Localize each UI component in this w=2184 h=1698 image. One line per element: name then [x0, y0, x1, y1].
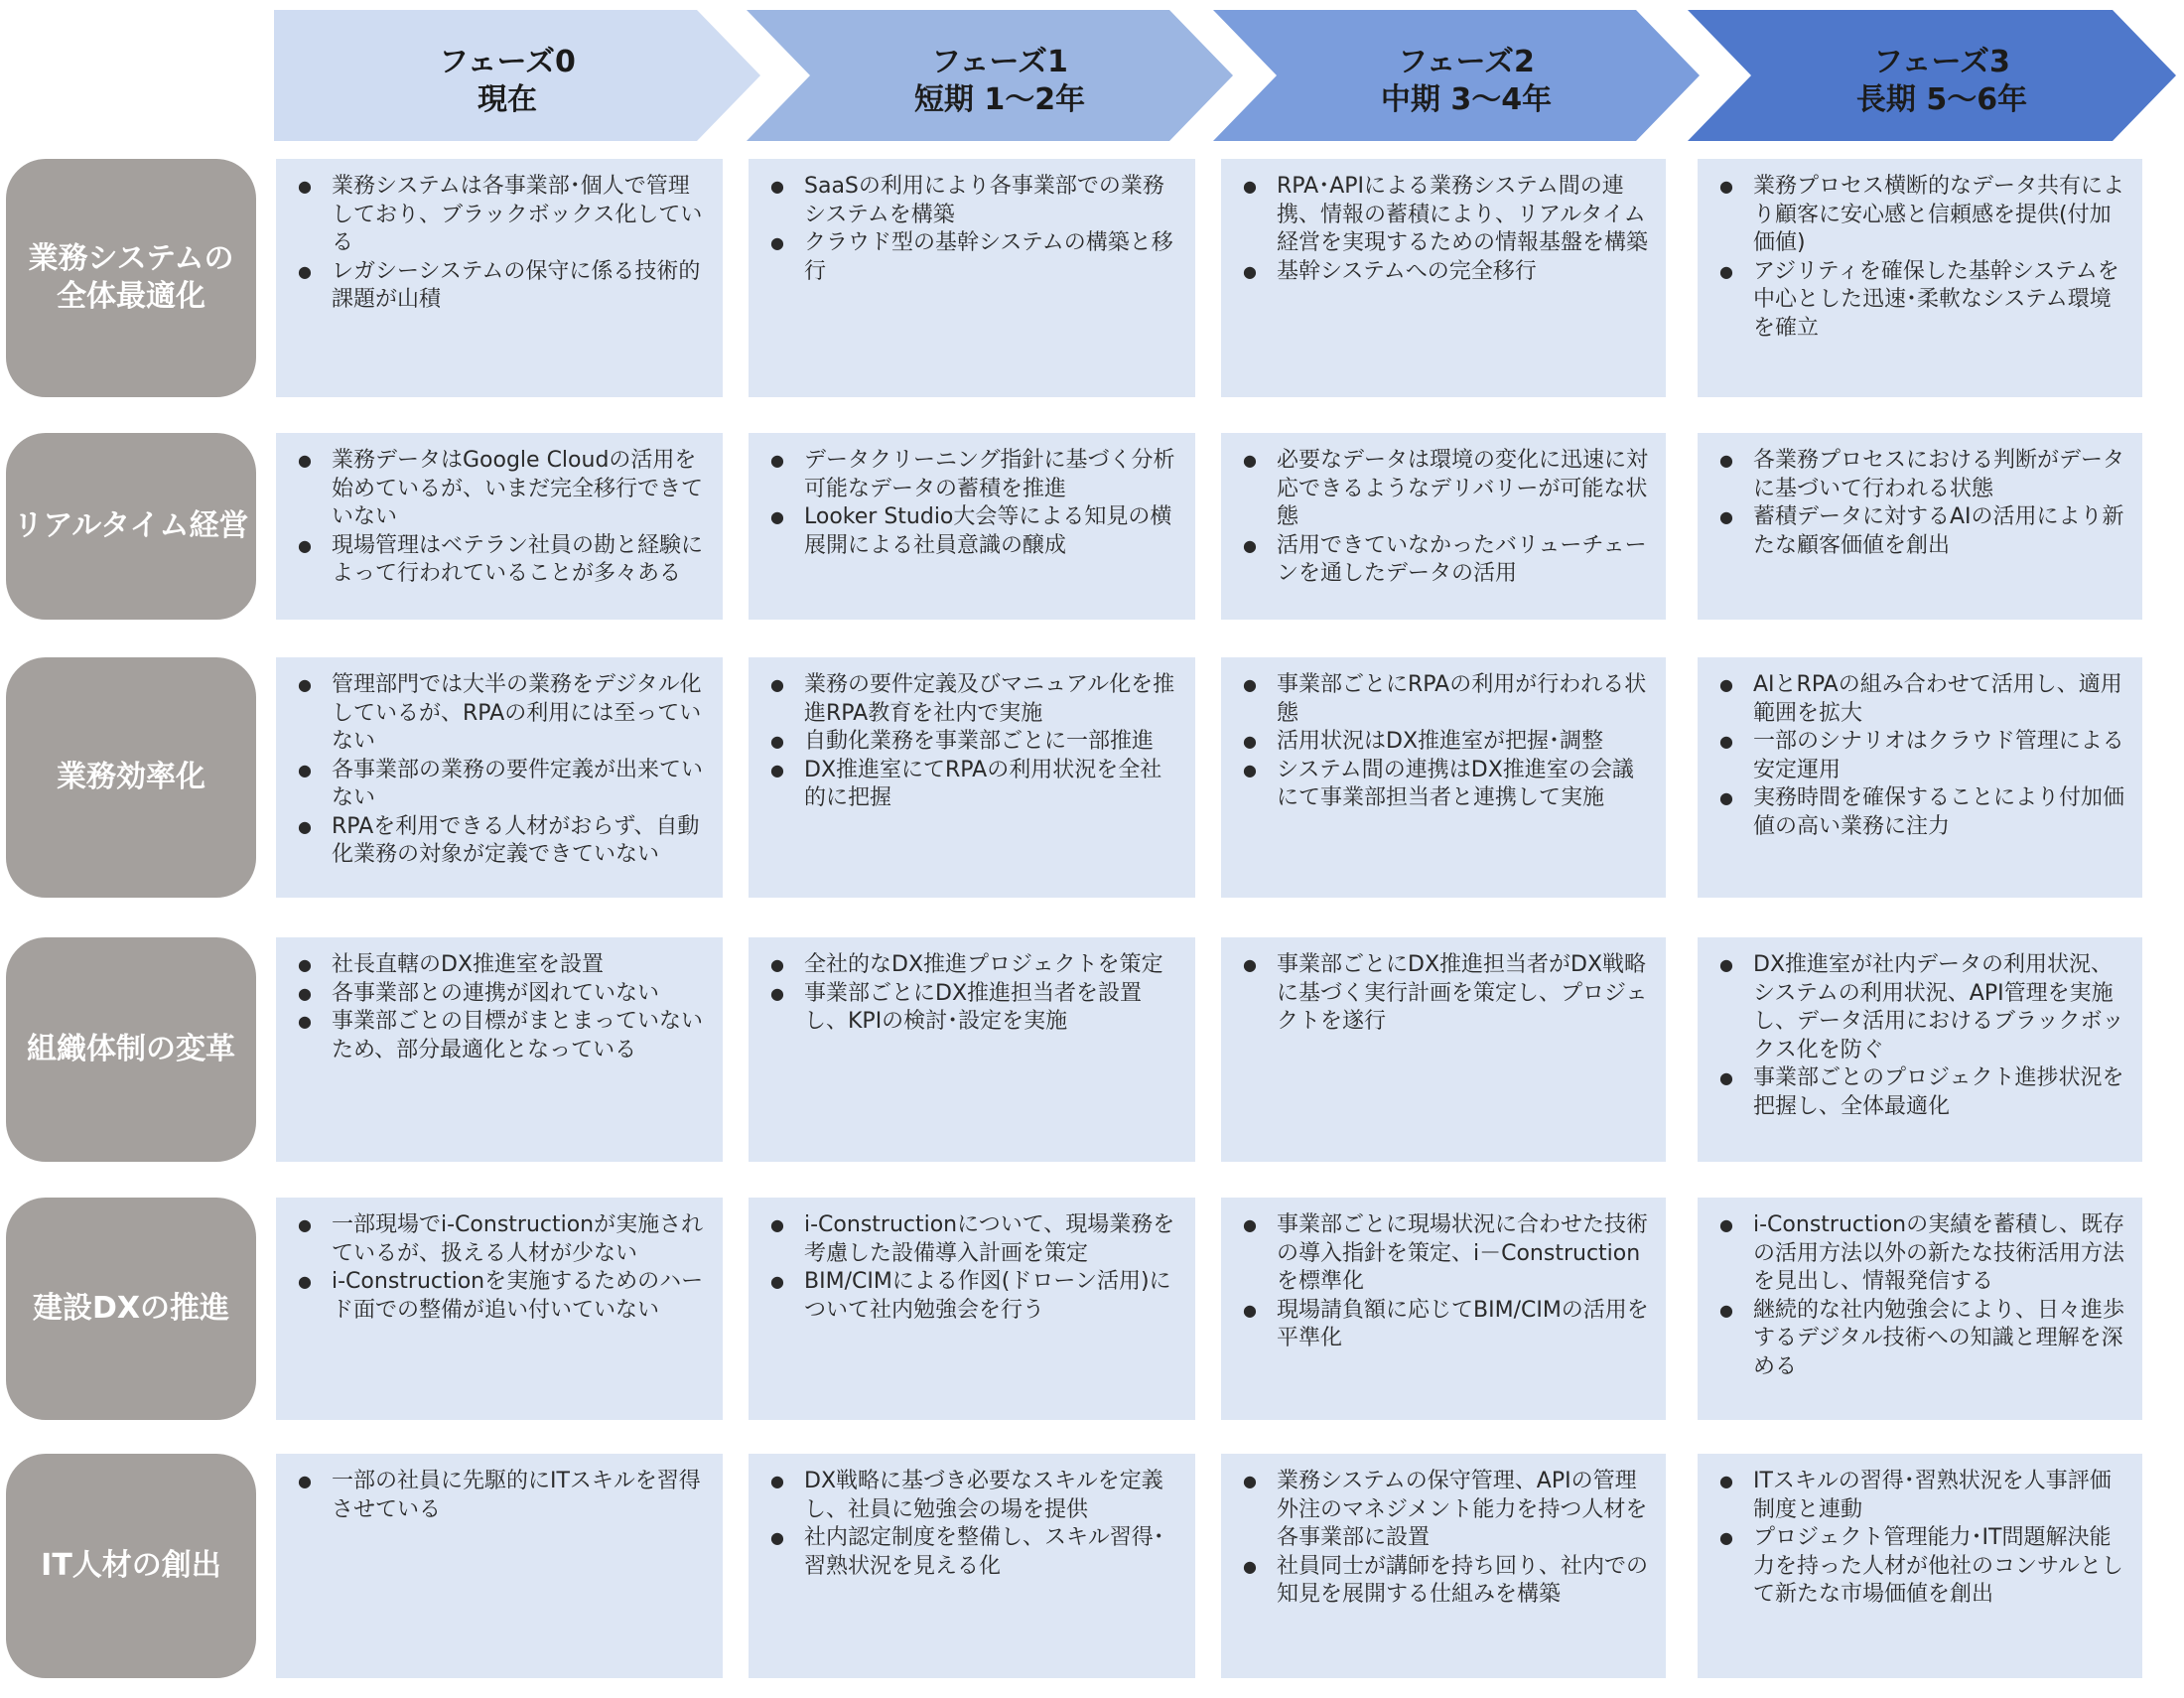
- bullet-item: ● i-Constructionを実施するためのハード面での整備が追い付いていない: [290, 1268, 709, 1325]
- bullet-item: ● データクリーニング指針に基づく分析可能なデータの蓄積を推進: [762, 447, 1181, 503]
- roadmap-cell-r3-c3: [1698, 937, 2142, 1162]
- bullet-list: [1235, 447, 1652, 589]
- roadmap-cell-r1-c3: [1698, 433, 2142, 620]
- bullet-item: ● DX推進室が社内データの利用状況、システムの利用状況、API管理を実施し、データ活用におけるブラックボックス化を防ぐ: [1711, 951, 2128, 1064]
- bullet-list: [762, 1468, 1181, 1581]
- phase-period: 長期 5～6年: [1855, 82, 2028, 117]
- roadmap-cell-r4-c1: [749, 1198, 1195, 1420]
- bullet-list: [1711, 671, 2128, 841]
- bullet-list: [762, 951, 1181, 1037]
- phase-period: 現在: [478, 82, 537, 117]
- bullet-list: [1235, 173, 1652, 286]
- bullet-item: ● 業務システムは各事業部･個人で管理しており、ブラックボックス化している: [290, 173, 709, 258]
- roadmap-cell-r0-c3: [1698, 159, 2142, 397]
- bullet-item: ● 一部現場でi-Constructionが実施されているが、扱える人材が少ない: [290, 1211, 709, 1268]
- roadmap-cell-r2-c0: [276, 657, 723, 898]
- bullet-item: ● 各業務プロセスにおける判断がデータに基づいて行われる状態: [1711, 447, 2128, 503]
- bullet-item: ● 継続的な社内勉強会により、日々進歩するデジタル技術への知識と理解を深める: [1711, 1297, 2128, 1382]
- roadmap-cell-r5-c0: [276, 1454, 723, 1678]
- roadmap-cell-r0-c0: [276, 159, 723, 397]
- bullet-list: [290, 173, 709, 315]
- bullet-item: ● AIとRPAの組み合わせて活用し、適用範囲を拡大: [1711, 671, 2128, 728]
- bullet-item: ● RPA･APIによる業務システム間の連携、情報の蓄積により、リアルタイム経営を実現するための情報基盤を構築: [1235, 173, 1652, 258]
- bullet-item: ● 各事業部の業務の要件定義が出来ていない: [290, 757, 709, 813]
- bullet-item: ● 管理部門では大半の業務をデジタル化しているが、RPAの利用には至っていない: [290, 671, 709, 757]
- bullet-item: ● 蓄積データに対するAIの活用により新たな顧客価値を創出: [1711, 503, 2128, 560]
- bullet-item: ● システム間の連携はDX推進室の会議にて事業部担当者と連携して実施: [1235, 757, 1652, 813]
- roadmap-cell-r3-c2: [1221, 937, 1666, 1162]
- bullet-item: ● SaaSの利用により各事業部での業務システムを構築: [762, 173, 1181, 229]
- roadmap-cell-r5-c1: [749, 1454, 1195, 1678]
- bullet-item: ● 現場管理はベテラン社員の勘と経験によって行われていることが多々ある: [290, 532, 709, 589]
- bullet-item: ● 事業部ごとの目標がまとまっていないため、部分最適化となっている: [290, 1008, 709, 1064]
- bullet-item: ● 業務の要件定義及びマニュアル化を推進RPA教育を社内で実施: [762, 671, 1181, 728]
- roadmap-cell-r0-c2: [1221, 159, 1666, 397]
- bullet-list: [762, 1211, 1181, 1325]
- bullet-item: ● 社員同士が講師を持ち回り、社内での知見を展開する仕組みを構築: [1235, 1553, 1652, 1610]
- bullet-item: ● 活用できていなかったバリューチェーンを通したデータの活用: [1235, 532, 1652, 589]
- bullet-item: ● 必要なデータは環境の変化に迅速に対応できるようなデリバリーが可能な状態: [1235, 447, 1652, 532]
- phase-title: フェーズ1: [931, 45, 1068, 79]
- row-label-text: 業務効率化: [57, 760, 205, 794]
- bullet-list: [290, 1468, 709, 1524]
- bullet-list: [1235, 1468, 1652, 1610]
- bullet-item: ● アジリティを確保した基幹システムを中心とした迅速･柔軟なシステム環境を確立: [1711, 258, 2128, 344]
- bullet-item: ● 事業部ごとにRPAの利用が行われる状態: [1235, 671, 1652, 728]
- row-label-text-2: 全体最適化: [57, 279, 205, 314]
- roadmap-cell-r1-c1: [749, 433, 1195, 620]
- bullet-list: [1235, 951, 1652, 1037]
- bullet-list: [290, 1211, 709, 1325]
- bullet-list: [290, 671, 709, 870]
- bullet-item: ● 各事業部との連携が図れていない: [290, 980, 709, 1009]
- bullet-item: ● 社長直轄のDX推進室を設置: [290, 951, 709, 980]
- bullet-item: ● 社内認定制度を整備し、スキル習得･習熟状況を見える化: [762, 1524, 1181, 1581]
- row-label-5: [6, 1454, 256, 1678]
- bullet-item: ● 業務システムの保守管理、APIの管理外注のマネジメント能力を持つ人材を各事業部に設置: [1235, 1468, 1652, 1553]
- row-label-1: [6, 433, 256, 620]
- row-label-text: 業務システムの: [28, 241, 234, 276]
- bullet-item: ● 活用状況はDX推進室が把握･調整: [1235, 728, 1652, 757]
- bullet-item: ● 事業部ごとのプロジェクト進捗状況を把握し、全体最適化: [1711, 1064, 2128, 1121]
- bullet-item: ● Looker Studio大会等による知見の横展開による社員意識の醸成: [762, 503, 1181, 560]
- bullet-item: ● 一部のシナリオはクラウド管理による安定運用: [1711, 728, 2128, 784]
- bullet-item: ● 一部の社員に先駆的にITスキルを習得させている: [290, 1468, 709, 1524]
- row-label-4: [6, 1198, 256, 1420]
- bullet-item: ● RPAを利用できる人材がおらず、自動化業務の対象が定義できていない: [290, 813, 709, 870]
- bullet-item: ● i-Constructionの実績を蓄積し、既存の活用方法以外の新たな技術活用方法を見出し、情報発信する: [1711, 1211, 2128, 1297]
- roadmap-cell-r3-c0: [276, 937, 723, 1162]
- phase-header-3: [1688, 10, 2176, 141]
- phase-header-2: [1213, 10, 1700, 141]
- row-label-text: 組織体制の変革: [27, 1032, 235, 1066]
- phase-header-1: [747, 10, 1233, 141]
- bullet-item: ● 全社的なDX推進プロジェクトを策定: [762, 951, 1181, 980]
- bullet-list: [762, 447, 1181, 560]
- bullet-item: ● クラウド型の基幹システムの構築と移行: [762, 229, 1181, 286]
- bullet-item: ● i-Constructionについて、現場業務を考慮した設備導入計画を策定: [762, 1211, 1181, 1268]
- bullet-item: ● プロジェクト管理能力･IT問題解決能力を持った人材が他社のコンサルとして新たな市場価値を創出: [1711, 1524, 2128, 1610]
- roadmap-cell-r4-c3: [1698, 1198, 2142, 1420]
- bullet-list: [1711, 173, 2128, 343]
- bullet-item: ● DX戦略に基づき必要なスキルを定義し、社員に勉強会の場を提供: [762, 1468, 1181, 1524]
- bullet-item: ● 事業部ごとにDX推進担当者がDX戦略に基づく実行計画を策定し、プロジェクトを遂行: [1235, 951, 1652, 1037]
- phase-title: フェーズ0: [439, 45, 576, 79]
- bullet-list: [1711, 1211, 2128, 1381]
- roadmap-cell-r2-c2: [1221, 657, 1666, 898]
- bullet-item: ● 業務プロセス横断的なデータ共有により顧客に安心感と信頼感を提供(付加価値): [1711, 173, 2128, 258]
- roadmap-cell-r2-c3: [1698, 657, 2142, 898]
- bullet-list: [290, 951, 709, 1064]
- phase-title: フェーズ3: [1873, 45, 2010, 79]
- bullet-item: ● レガシーシステムの保守に係る技術的課題が山積: [290, 258, 709, 315]
- roadmap-cell-r1-c0: [276, 433, 723, 620]
- bullet-list: [1235, 671, 1652, 813]
- bullet-item: ● DX推進室にてRPAの利用状況を全社的に把握: [762, 757, 1181, 813]
- bullet-item: ● 現場請負額に応じてBIM/CIMの活用を平準化: [1235, 1297, 1652, 1353]
- roadmap-cell-r4-c0: [276, 1198, 723, 1420]
- row-label-3: [6, 937, 256, 1162]
- phase-header-0: [274, 10, 760, 141]
- row-label-text: IT人材の創出: [41, 1548, 221, 1583]
- bullet-list: [1235, 1211, 1652, 1353]
- bullet-item: ● 業務データはGoogle Cloudの活用を始めているが、いまだ完全移行できていない: [290, 447, 709, 532]
- bullet-list: [1711, 1468, 2128, 1610]
- bullet-item: ● 実務時間を確保することにより付加価値の高い業務に注力: [1711, 784, 2128, 841]
- bullet-list: [762, 173, 1181, 286]
- bullet-item: ● 基幹システムへの完全移行: [1235, 258, 1652, 287]
- bullet-item: ● 事業部ごとにDX推進担当者を設置し、KPIの検討･設定を実施: [762, 980, 1181, 1037]
- row-label-2: [6, 657, 256, 898]
- row-label-text: 建設DXの推進: [32, 1291, 230, 1326]
- bullet-item: ● BIM/CIMによる作図(ドローン活用)について社内勉強会を行う: [762, 1268, 1181, 1325]
- phase-period: 中期 3～4年: [1380, 82, 1553, 117]
- roadmap-cell-r5-c3: [1698, 1454, 2142, 1678]
- bullet-list: [762, 671, 1181, 813]
- phase-period: 短期 1～2年: [913, 82, 1086, 117]
- roadmap-cell-r1-c2: [1221, 433, 1666, 620]
- phase-title: フェーズ2: [1398, 45, 1535, 79]
- row-label-0: [6, 159, 256, 397]
- bullet-item: ● 自動化業務を事業部ごとに一部推進: [762, 728, 1181, 757]
- bullet-list: [1711, 951, 2128, 1121]
- bullet-item: ● ITスキルの習得･習熟状況を人事評価制度と連動: [1711, 1468, 2128, 1524]
- bullet-item: ● 事業部ごとに現場状況に合わせた技術の導入指針を策定、i－Constructionを標準化: [1235, 1211, 1652, 1297]
- row-label-text: リアルタイム経営: [13, 508, 249, 543]
- roadmap-cell-r5-c2: [1221, 1454, 1666, 1678]
- roadmap-cell-r0-c1: [749, 159, 1195, 397]
- roadmap-cell-r3-c1: [749, 937, 1195, 1162]
- bullet-list: [290, 447, 709, 589]
- roadmap-cell-r2-c1: [749, 657, 1195, 898]
- bullet-list: [1711, 447, 2128, 560]
- roadmap-cell-r4-c2: [1221, 1198, 1666, 1420]
